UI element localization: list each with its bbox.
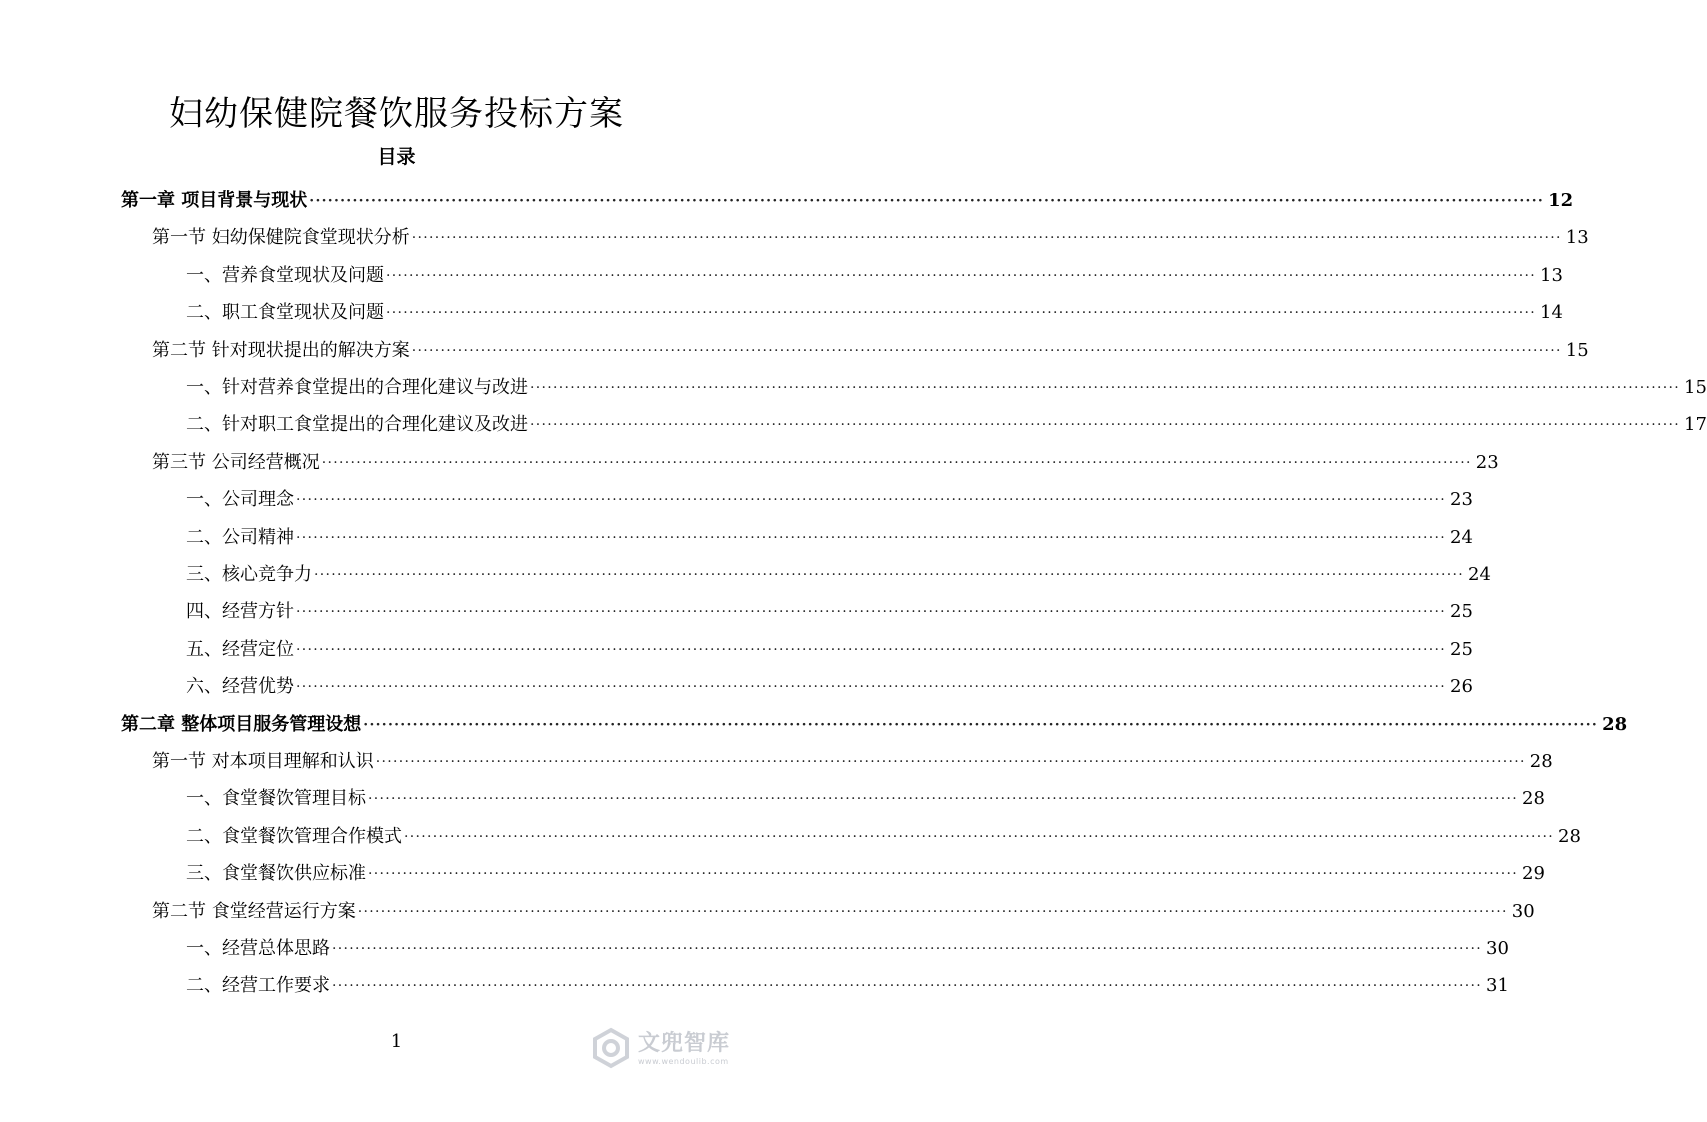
toc-entry-page: 28 [1602, 713, 1628, 735]
document-title: 妇幼保健院餐饮服务投标方案 [169, 94, 624, 134]
toc-entry[interactable] [152, 213, 1589, 250]
toc-entry[interactable] [186, 475, 1473, 512]
toc-leader-dots: ········································································································································································································ [375, 754, 1526, 770]
toc-entry[interactable] [186, 288, 1563, 325]
toc-leader-dots: ········································································································································································································ [321, 454, 1472, 471]
toc-entry-label: 一、营养食堂现状及问题 [186, 264, 384, 286]
toc-heading: 目录 [377, 146, 416, 168]
toc-entry[interactable] [186, 924, 1509, 961]
toc-entry-label: 二、针对职工食堂提出的合理化建议及改进 [186, 414, 528, 436]
toc-entry[interactable] [186, 662, 1473, 699]
toc-entry-page: 14 [1540, 302, 1563, 324]
toc-entry-page: 24 [1468, 564, 1491, 585]
toc-entry-label: 二、职工食堂现状及问题 [186, 302, 384, 324]
toc-leader-dots: ········································································································································································································ [411, 342, 1562, 359]
watermark-url: www.wendoulib.com [638, 1057, 729, 1066]
toc-entry-page: 30 [1511, 900, 1535, 922]
toc-entry[interactable] [152, 737, 1553, 774]
toc-entry-label: 二、公司精神 [186, 526, 294, 548]
toc-leader-dots: ········································································································································································································ [530, 417, 1681, 434]
toc-entry-label: 第一节 妇幼保健院食堂现状分析 [152, 227, 410, 249]
wendou-logo-icon [588, 1026, 634, 1072]
toc-entry[interactable] [186, 550, 1491, 587]
toc-entry-page: 15 [1684, 377, 1707, 398]
toc-entry-page: 29 [1522, 863, 1545, 885]
toc-entry-page: 17 [1684, 414, 1707, 436]
toc-entry-page: 28 [1558, 825, 1581, 847]
toc-leader-dots: ········································································································································································································ [363, 716, 1599, 733]
toc-entry[interactable] [186, 251, 1563, 288]
toc-entry[interactable] [186, 812, 1581, 849]
toc-entry-page: 13 [1565, 227, 1589, 249]
toc-entry-page: 15 [1565, 339, 1589, 361]
toc-entry-label: 第二节 食堂经营运行方案 [152, 900, 356, 922]
toc-entry-label: 第一章 项目背景与现状 [121, 190, 308, 211]
toc-leader-dots: ········································································································································································································ [296, 492, 1447, 509]
toc-entry-page: 26 [1450, 676, 1473, 698]
toc-leader-dots: ········································································································································································································ [296, 679, 1447, 696]
toc-leader-dots: ········································································································································································································ [296, 604, 1447, 621]
toc-entry[interactable] [186, 625, 1473, 662]
toc-entry-label: 第三节 公司经营概况 [152, 451, 320, 473]
toc-entry-page: 31 [1486, 975, 1509, 997]
toc-leader-dots: ········································································································································································································ [386, 267, 1537, 284]
toc-entry[interactable] [186, 774, 1545, 811]
toc-leader-dots: ········································································································································································································ [368, 791, 1519, 808]
watermark-name: 文兜智库 [638, 1031, 731, 1056]
toc-leader-dots: ········································································································································································································ [332, 941, 1483, 957]
toc-entry[interactable] [152, 326, 1589, 363]
toc-entry[interactable] [121, 700, 1628, 737]
toc-entry-label: 三、核心竞争力 [186, 564, 312, 585]
toc-leader-dots: ········································································································································································································ [314, 567, 1465, 583]
toc-leader-dots: ········································································································································································································ [530, 380, 1681, 396]
toc-leader-dots: ········································································································································································································ [357, 903, 1508, 920]
toc-entry-label: 一、经营总体思路 [186, 938, 330, 959]
toc-entry-label: 第二节 针对现状提出的解决方案 [152, 339, 410, 361]
toc-entry-label: 六、经营优势 [186, 676, 294, 698]
toc-leader-dots: ········································································································································································································ [411, 230, 1562, 247]
toc-entry-page: 23 [1450, 489, 1473, 511]
toc-entry-label: 第二章 整体项目服务管理设想 [121, 713, 362, 735]
toc-entry-page: 12 [1548, 190, 1574, 211]
toc-leader-dots: ········································································································································································································ [309, 193, 1545, 209]
toc-entry-page: 30 [1486, 938, 1509, 959]
toc-leader-dots: ········································································································································································································ [386, 305, 1537, 322]
toc-entry[interactable] [186, 513, 1473, 550]
toc-entry-label: 五、经营定位 [186, 638, 294, 660]
toc-entry-label: 四、经营方针 [186, 601, 294, 623]
toc-entry-label: 二、经营工作要求 [186, 975, 330, 997]
toc-leader-dots: ········································································································································································································ [296, 641, 1447, 658]
watermark [588, 1022, 773, 1076]
toc-entry[interactable] [152, 887, 1535, 924]
toc-entry[interactable] [186, 400, 1707, 437]
toc-entry-page: 13 [1540, 264, 1563, 286]
toc-entry-label: 一、公司理念 [186, 489, 294, 511]
toc-entry-label: 一、针对营养食堂提出的合理化建议与改进 [186, 377, 528, 398]
toc-entry-label: 一、食堂餐饮管理目标 [186, 788, 366, 810]
toc-entry-label: 三、食堂餐饮供应标准 [186, 863, 366, 885]
toc-entry-label: 第一节 对本项目理解和认识 [152, 751, 374, 772]
toc-entry-label: 二、食堂餐饮管理合作模式 [186, 825, 402, 847]
toc-entry-page: 23 [1475, 451, 1499, 473]
toc-leader-dots: ········································································································································································································ [296, 529, 1447, 546]
toc-entry-page: 24 [1450, 526, 1473, 548]
toc-leader-dots: ········································································································································································································ [368, 866, 1519, 883]
toc-entry[interactable] [186, 849, 1545, 886]
toc-entry[interactable] [186, 363, 1707, 400]
toc-entry[interactable] [121, 176, 1574, 213]
toc-entry-page: 28 [1529, 751, 1553, 772]
toc-entry[interactable] [186, 587, 1473, 624]
toc-entry[interactable] [186, 961, 1509, 998]
toc-entry-page: 25 [1450, 601, 1473, 623]
toc-leader-dots: ········································································································································································································ [332, 978, 1483, 995]
toc-entry-page: 28 [1522, 788, 1545, 810]
toc-entry-page: 25 [1450, 638, 1473, 660]
toc-leader-dots: ········································································································································································································ [404, 828, 1555, 845]
toc-entry[interactable] [152, 438, 1499, 475]
page-number: 1 [390, 1031, 403, 1052]
